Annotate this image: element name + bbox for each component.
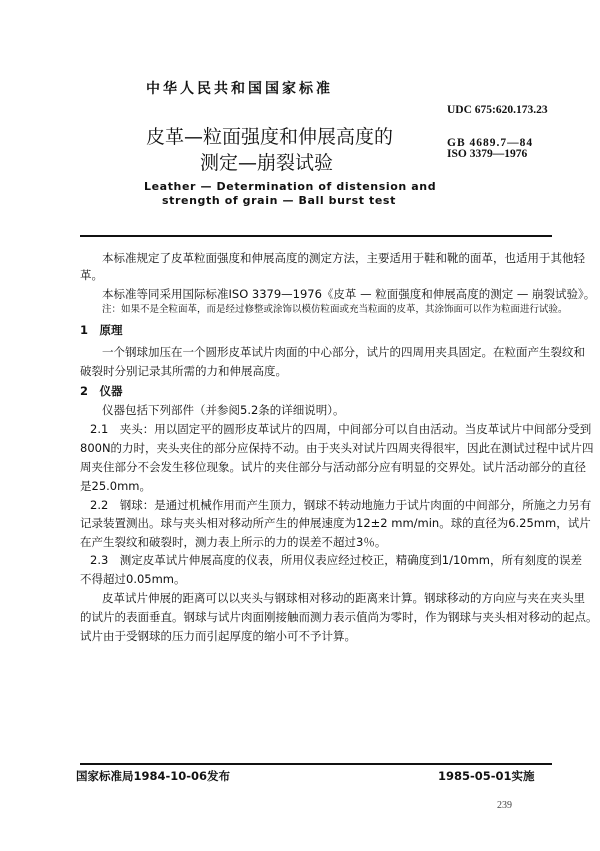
section-1-text-cont: 破裂时分别记录其所需的力和伸展高度。	[80, 364, 287, 378]
distension-paragraph: 皮革试片伸展的距离可以以夹头与钢球相对移动的距离来计算。钢球移动的方向应与夹在夹头里	[102, 591, 585, 605]
clause-2-1: 2.1 夹头：用以固定平的圆形皮革试片的四周，中间部分可以自由活动。当皮革试片中间部分受到	[90, 422, 592, 436]
intro-paragraph: 本标准规定了皮革粒面强度和伸展高度的测定方法，主要适用于鞋和靴的面革，也适用于其他轻	[102, 251, 585, 265]
title-zh-line1: 皮革—粒面强度和伸展高度的	[146, 126, 394, 148]
clause-2-3-cont: 不得超过0.05mm。	[80, 572, 186, 586]
clause-2-1-cont: 周夹住部分不会发生移位现象。试片的夹住部分与活动部分应有明显的交界处。试片活动部分的直径	[80, 460, 586, 474]
distension-paragraph-cont: 试片由于受钢球的压力而引起厚度的缩小可不予计算。	[80, 629, 356, 643]
issue-date: 国家标准局1984-10-06发布	[76, 769, 231, 783]
section-1-text: 一个钢球加压在一个圆形皮革试片肉面的中心部分，试片的四周用夹具固定。在粒面产生裂纹和	[102, 345, 585, 359]
clause-2-2-cont: 在产生裂纹和破裂时，测力表上所示的力的误差不超过3％。	[80, 535, 387, 549]
iso-code: ISO 3379—1976	[447, 148, 528, 160]
clause-2-1-cont: 是25.0mm。	[80, 479, 152, 493]
footer-divider	[80, 763, 552, 765]
clause-2-3: 2.3 测定皮革试片伸展高度的仪表，所用仪表应经过校正，精确度到1/10mm，所有刻度的误差	[90, 553, 583, 567]
title-en-line2: strength of grain — Ball burst test	[162, 194, 396, 207]
adoption-statement: 本标准等同采用国际标准ISO 3379—1976《皮革 — 粒面强度和伸展高度的测定 — 崩裂试验》。	[102, 287, 596, 301]
national-standard-heading: 中华人民共和国国家标准	[146, 81, 333, 97]
page-number: 239	[497, 800, 512, 811]
title-zh-line2: 测定—崩裂试验	[200, 152, 334, 174]
intro-note: 注：如果不是全粒面革，而是经过修整或涂饰以模仿粒面或充当粒面的皮革，其涂饰面可以作为粒面进行试验。	[102, 304, 568, 315]
gb-code: GB 4689.7—84	[447, 137, 534, 149]
section-1-heading: 1 原理	[80, 323, 123, 337]
title-en-line1: Leather — Determination of distension and	[144, 180, 437, 193]
distension-paragraph-cont: 的试片的表面垂直。钢球与试片肉面刚接触而测力表示值尚为零时，作为钢球与夹头相对移动的起点。	[80, 610, 598, 624]
clause-2-1-cont: 800N的力时，夹头夹住的部分应保持不动。由于夹头对试片四周夹得很牢，因此在测试过程中试片四	[80, 441, 594, 455]
header-divider	[80, 235, 552, 237]
udc-code: UDC 675:620.173.23	[447, 104, 548, 116]
intro-paragraph-cont: 革。	[80, 268, 103, 282]
effective-date: 1985-05-01实施	[438, 769, 535, 783]
section-2-intro: 仪器包括下列部件（并参阅5.2条的详细说明）。	[102, 403, 345, 417]
section-2-heading: 2 仪器	[80, 384, 123, 398]
clause-2-2-cont: 记录装置测出。球与夹头相对移动所产生的伸展速度为12±2 mm/min。球的直径为6.25mm，试片	[80, 516, 591, 530]
clause-2-2: 2.2 钢球：是通过机械作用而产生顶力，钢球不转动地施力于试片肉面的中间部分，所施之力另有	[90, 498, 592, 512]
